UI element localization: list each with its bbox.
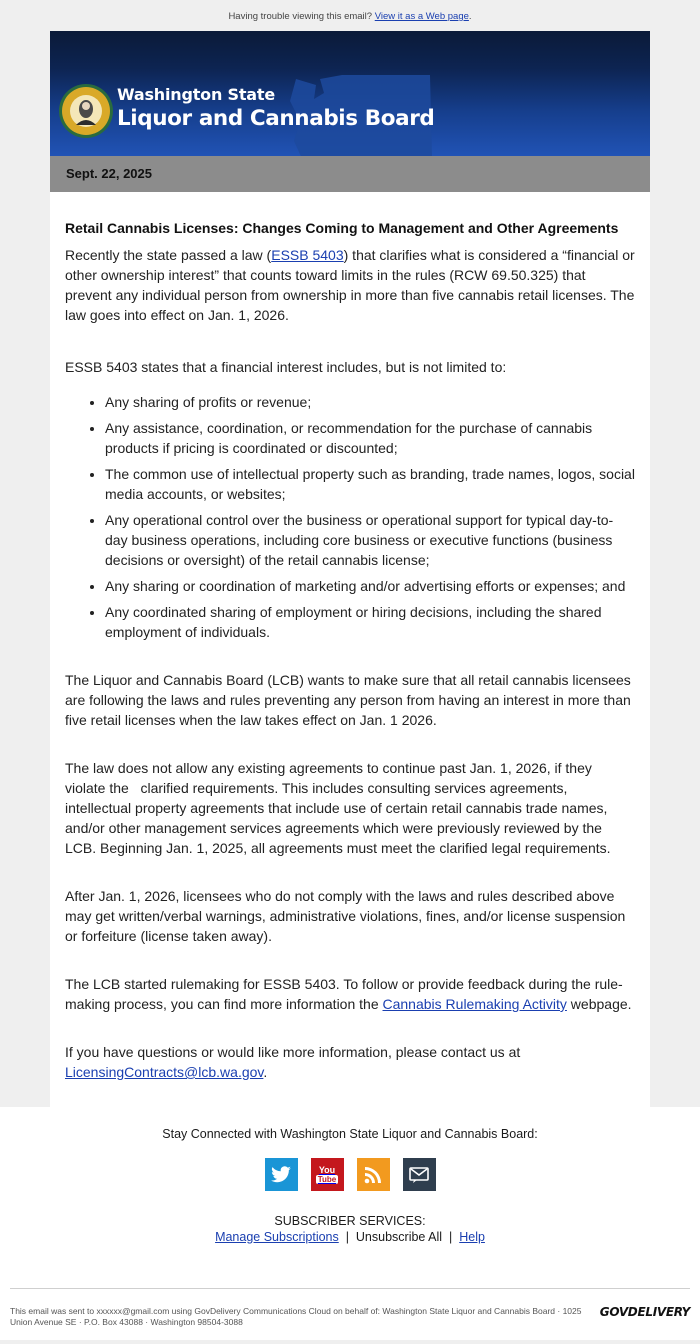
preheader-end: . — [468, 11, 472, 22]
list-item: • Any sharing or coordination of marketing and/or advertising efforts or expenses; and — [105, 576, 635, 596]
paragraph-7 — [65, 1042, 635, 1082]
list-item: • Any coordinated sharing of employment or hiring decisions, including the shared employment of individuals. — [105, 602, 635, 642]
financial-interest-list — [65, 392, 635, 642]
list-item: • Any operational control over the business or operational support for typical day-to-day business operations, including core business or executive functions (business decisions or oversight) of the retail cannabis license; — [105, 510, 635, 570]
unsubscribe-all-text[interactable]: Unsubscribe All — [355, 1230, 443, 1244]
youtube-label-top: You — [318, 1164, 336, 1175]
email-icon[interactable] — [403, 1158, 436, 1191]
paragraph-2: ESSB 5403 states that a financial interest includes, but is not limited to: — [65, 359, 507, 375]
preheader-text: Having trouble viewing this email? — [228, 11, 373, 22]
stay-connected-text: Stay Connected with Washington State Liquor and Cannabis Board: — [162, 1127, 538, 1141]
p7-text-a: If you have questions or would like more information, please contact us at — [65, 1044, 521, 1060]
govdelivery-logo[interactable] — [600, 1307, 690, 1318]
p1-text-b: ) that clarifies what is considered a “financial or other ownership interest” that counts toward limits in the rules (RCW 69.50.325) that prevent any individual person from ownership in more than five cannabis retail licenses. The law goes into effect on Jan. 1, 2026. — [65, 247, 635, 323]
footer — [0, 1107, 700, 1288]
youtube-label-bottom: Tube — [317, 1174, 337, 1184]
brand-line-1: Washington State — [117, 85, 275, 104]
subscriber-links — [0, 1229, 700, 1245]
issue-date: Sept. 22, 2025 — [66, 166, 152, 181]
list-item: • Any assistance, coordination, or recommendation for the purchase of cannabis products if pricing is coordinated or discounted; — [105, 418, 635, 458]
list-item: • Any sharing of profits or revenue; — [105, 392, 635, 412]
manage-subscriptions-link[interactable]: Manage Subscriptions — [215, 1230, 339, 1244]
rulemaking-activity-link[interactable]: Cannabis Rulemaking Activity — [382, 996, 567, 1012]
p1-text-a: Recently the state passed a law ( — [65, 247, 272, 263]
p7-text-b: . — [263, 1064, 268, 1080]
brand-line-2: Liquor and Cannabis Board — [117, 106, 435, 131]
article-title: Retail Cannabis Licenses: Changes Coming to Management and Other Agreements — [65, 220, 619, 236]
social-links — [0, 1158, 700, 1191]
paragraph-1 — [65, 245, 635, 325]
twitter-icon[interactable] — [265, 1158, 298, 1191]
fine-print — [0, 1289, 700, 1340]
rss-icon[interactable] — [357, 1158, 390, 1191]
p6-text-a: The LCB started rulemaking for ESSB 5403. To follow or provide feedback during the rule-making process, you can find more information the — [65, 976, 623, 1012]
govdelivery-wordmark: GOVDELIVERY — [599, 1305, 690, 1319]
youtube-icon[interactable] — [311, 1158, 344, 1191]
preheader — [0, 0, 700, 31]
separator: | — [449, 1230, 453, 1244]
email-body — [50, 31, 650, 1107]
state-seal-icon — [58, 83, 114, 139]
subscriber-services-label: SUBSCRIBER SERVICES: — [274, 1214, 426, 1228]
subscriber-services — [0, 1213, 700, 1245]
article — [50, 192, 650, 1107]
list-item: • The common use of intellectual property such as branding, trade names, logos, social media accounts, or websites; — [105, 464, 635, 504]
paragraph-6 — [65, 974, 635, 1014]
date-bar — [50, 156, 650, 192]
view-web-page-link[interactable]: View it as a Web page — [374, 11, 469, 22]
essb-5403-link[interactable]: ESSB 5403 — [271, 247, 344, 263]
paragraph-5: After Jan. 1, 2026, licensees who do not comply with the laws and rules described above may get written/verbal warnings, administrative violations, fines, and/or license suspension or forfeiture (license taken away). — [65, 888, 626, 944]
paragraph-3: The Liquor and Cannabis Board (LCB) wants to make sure that all retail cannabis licensees are following the laws and rules preventing any person from having an interest in more than five retail licenses when the law takes effect on Jan. 1 2026. — [65, 672, 631, 728]
separator: | — [345, 1230, 349, 1244]
paragraph-4: The law does not allow any existing agreements to continue past Jan. 1, 2026, if they violate the clarified requirements. This includes consulting services agreements, intellectual property agreements that include use of certain retail cannabis trade names, and/or other management services agreements which were previously reviewed by the LCB. Beginning Jan. 1, 2025, all agreements must meet the clarified legal requirements. — [65, 760, 611, 856]
p6-text-b: webpage. — [566, 996, 632, 1012]
contact-email-link[interactable]: LicensingContracts@lcb.wa.gov — [65, 1064, 264, 1080]
help-link[interactable]: Help — [459, 1230, 485, 1244]
header-banner — [50, 31, 650, 156]
sender-disclosure: This email was sent to xxxxxx@gmail.com using GovDelivery Communications Cloud on behalf of: Washington State Liquor and Cannabis Board · 1025 Union Avenue SE · P.O. Box 43088 · Washington 98504-3088 — [10, 1306, 582, 1327]
